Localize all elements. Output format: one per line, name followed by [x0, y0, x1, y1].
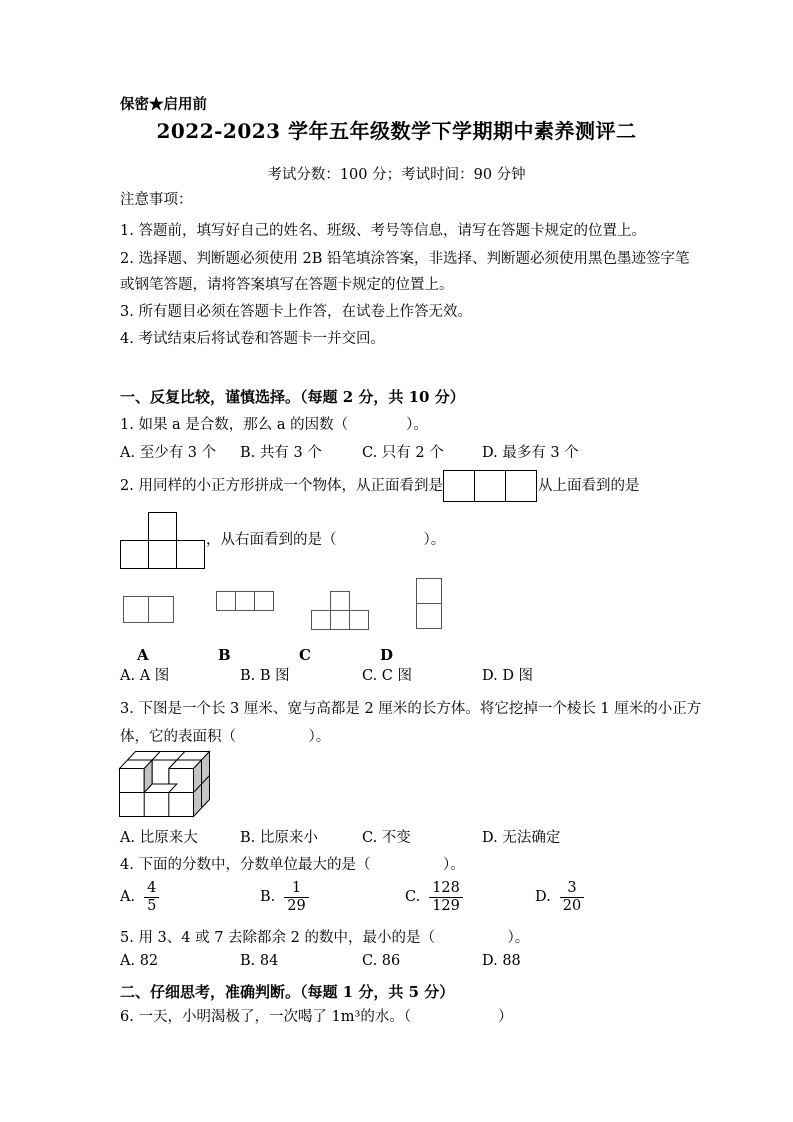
- section-2-heading: 二、仔细思考，准确判断。（每题 1 分，共 5 分）: [120, 983, 455, 1001]
- question-2-line1: [120, 469, 639, 503]
- question-1-text: 1. 如果 a 是合数，那么 a 的因数（ ）。: [120, 417, 428, 433]
- q2-text-line2: ，从右面看到的是（ ）。: [206, 532, 446, 548]
- shape-label-c: C: [299, 646, 311, 664]
- question-3-text-line2: 体，它的表面积（ ）。: [120, 729, 331, 745]
- q1-option-a: A. 至少有 3 个: [120, 445, 217, 461]
- q3-option-b: B. 比原来小: [240, 830, 318, 846]
- question-3-text-line1: 3. 下图是一个长 3 厘米、宽与高都是 2 厘米的长方体。将它挖掉一个棱长 1 厘米的小正方: [120, 701, 702, 717]
- question-3-options: [120, 830, 720, 847]
- front-view-shape: [443, 470, 538, 503]
- shape-label-d: D: [380, 646, 394, 664]
- shape-label-b: B: [218, 646, 231, 664]
- q2-option-a: A. A 图: [120, 668, 170, 684]
- option-shape-c: [311, 591, 371, 631]
- question-2-options: [120, 668, 720, 685]
- note-line-4: 4. 考试结束后将试卷和答题卡一并交回。: [120, 331, 385, 347]
- q1-option-b: B. 共有 3 个: [240, 445, 322, 461]
- option-shape-a: [123, 596, 175, 624]
- note-line-3: 3. 所有题目必须在答题卡上作答，在试卷上作答无效。: [120, 304, 472, 320]
- question-6-text: 6. 一天，小明渴极了，一次喝了 1m³的水。（ ）: [120, 1009, 513, 1025]
- q4-option-d: [535, 875, 740, 919]
- q5-option-d: D. 88: [482, 953, 521, 969]
- q4-option-b-label: B.: [260, 889, 276, 905]
- q5-option-c: C. 86: [362, 953, 401, 969]
- q4-option-a: [120, 875, 260, 919]
- q2-option-d: D. D 图: [482, 668, 534, 684]
- notes-heading: 注意事项：: [120, 192, 193, 208]
- option-shape-b: [216, 591, 276, 612]
- question-2-line2: [120, 512, 445, 569]
- question-4-options: [120, 875, 740, 919]
- top-view-shape: [120, 512, 206, 569]
- section-1-heading: 一、反复比较，谨慎选择。（每题 2 分，共 10 分）: [120, 388, 465, 406]
- q5-option-a: A. 82: [120, 953, 159, 969]
- q1-option-c: C. 只有 2 个: [362, 445, 444, 461]
- q3-option-d: D. 无法确定: [482, 830, 561, 846]
- exam-meta: 考试分数：100 分；考试时间：90 分钟: [267, 167, 526, 183]
- question-5-text: 5. 用 3、4 或 7 去除都余 2 的数中，最小的是（ ）。: [120, 930, 530, 946]
- fraction-4-5: $\frac{4}{5}$: [144, 880, 159, 913]
- q3-option-c: C. 不变: [362, 830, 411, 846]
- q4-option-b: [260, 875, 405, 919]
- q4-option-c-label: C.: [405, 889, 421, 905]
- q2-option-c: C. C 图: [362, 668, 412, 684]
- q4-option-c: [405, 875, 535, 919]
- question-1-options: [120, 445, 720, 462]
- note-line-2b: 或钢笔答题，请将答案填写在答题卡规定的位置上。: [120, 277, 454, 293]
- question-5-options: [120, 953, 720, 970]
- q2-text-after: 从上面看到的是: [537, 477, 640, 494]
- q5-option-b: B. 84: [240, 953, 279, 969]
- question-4-text: 4. 下面的分数中，分数单位最大的是（ ）。: [120, 857, 465, 873]
- q3-option-a: A. 比原来大: [120, 830, 198, 846]
- fraction-128-129: $\frac{128}{129}$: [429, 880, 463, 913]
- q4-option-a-label: A.: [120, 889, 136, 905]
- q2-text-before: 2. 用同样的小正方形拼成一个物体，从正面看到是: [120, 477, 443, 494]
- fraction-3-20: $\frac{3}{20}$: [560, 880, 584, 913]
- q2-option-b: B. B 图: [240, 668, 290, 684]
- fraction-1-29: $\frac{1}{29}$: [284, 880, 308, 913]
- classification-banner: 保密★启用前: [120, 96, 207, 113]
- q4-option-d-label: D.: [535, 889, 551, 905]
- exam-title: 2022-2023 学年五年级数学下学期期中素养测评二: [156, 119, 637, 143]
- shape-label-a: A: [137, 646, 149, 664]
- q1-option-d: D. 最多有 3 个: [482, 445, 579, 461]
- note-line-1: 1. 答题前，填写好自己的姓名、班级、考号等信息，请写在答题卡规定的位置上。: [120, 223, 646, 239]
- cuboid-figure: [118, 747, 212, 819]
- option-shape-d: [416, 578, 443, 630]
- note-line-2: 2. 选择题、判断题必须使用 2B 铅笔填涂答案，非选择、判断题必须使用黑色墨迹签字笔: [120, 251, 690, 267]
